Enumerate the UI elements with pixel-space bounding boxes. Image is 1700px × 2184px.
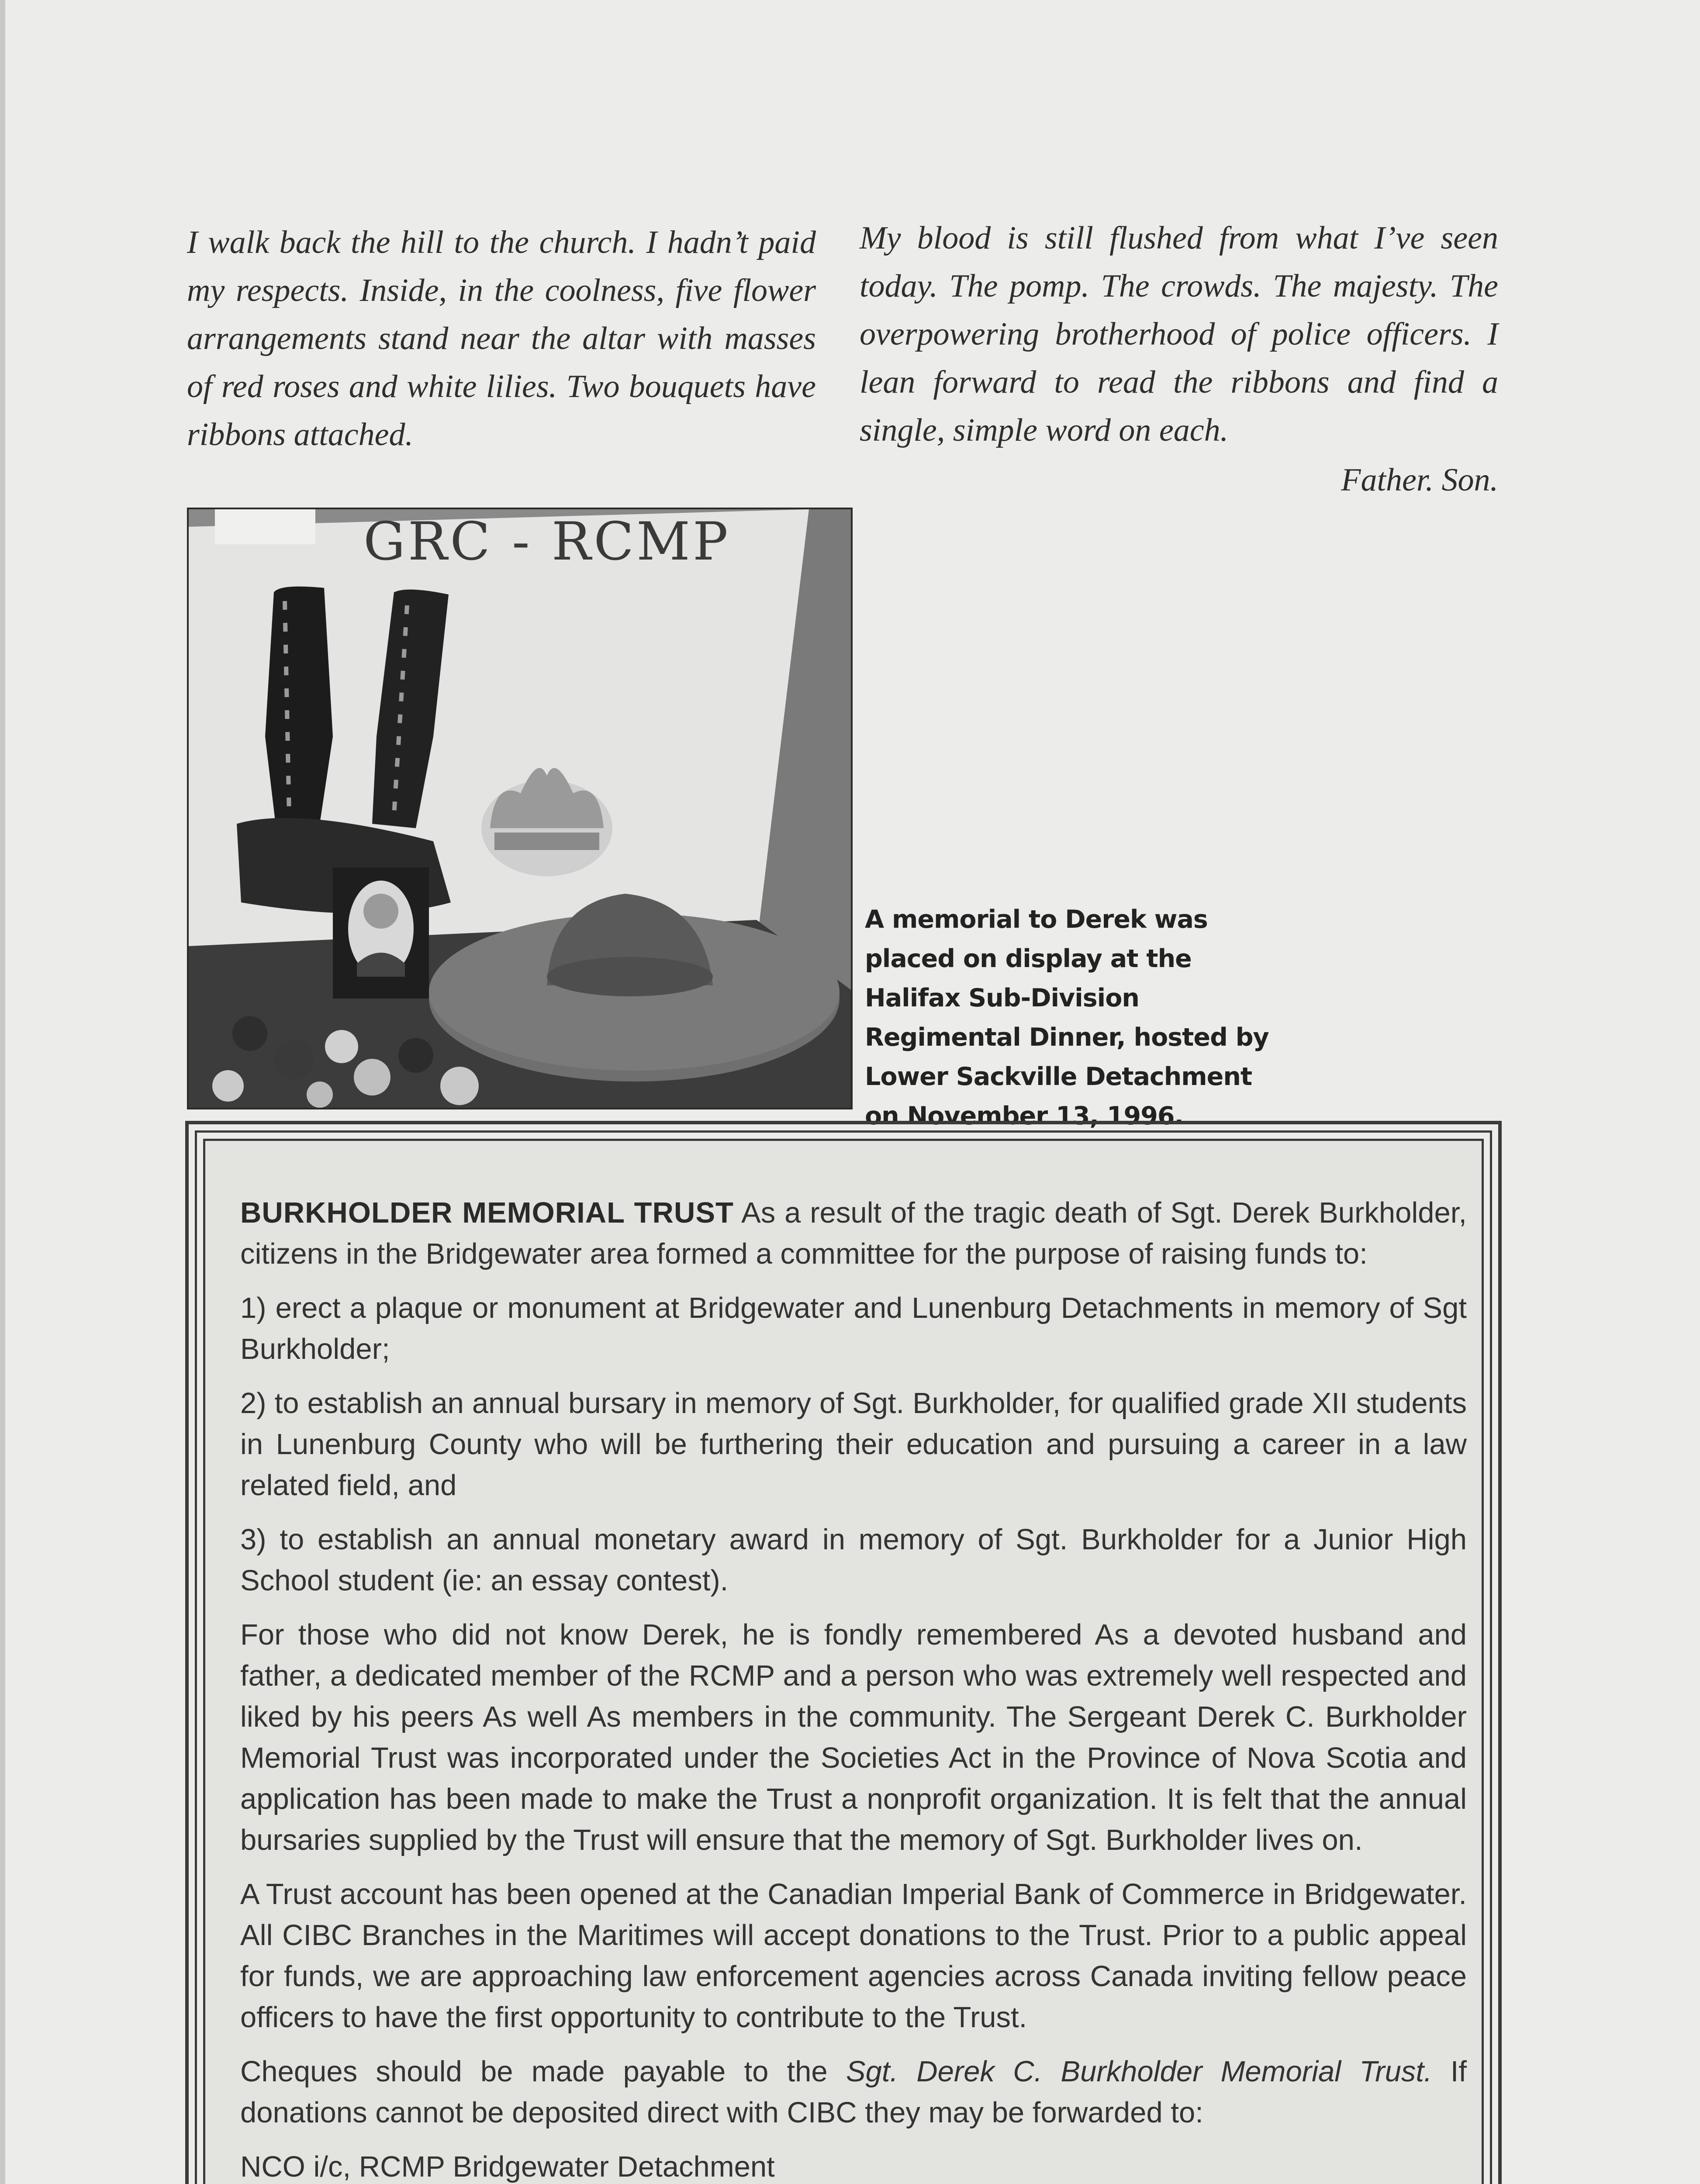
cheques-pre: Cheques should be made payable to the [240, 2055, 828, 2088]
memorial-photo-illustration [189, 509, 851, 1108]
trust-cheques-paragraph [240, 2051, 1467, 2133]
right-column-signoff: Father. Son. [1341, 462, 1498, 498]
memorial-photo [187, 508, 853, 1109]
left-column [187, 218, 816, 459]
trust-box-panel [203, 1139, 1484, 2184]
trust-intro-paragraph [240, 1192, 1467, 1275]
trust-account-paragraph: A Trust account has been opened at the Canadian Imperial Bank of Commerce in Bridgewater. All CIBC Branches in the Maritimes will accept donations to the Trust. Prior to a public appeal for funds, we are approaching law enforcement agencies across Canada inviting fellow peace officers to have the first opportunity to contribute to the Trust. [240, 1878, 1467, 2034]
right-column-text: My blood is still flushed from what I’ve seen today. The pomp. The crowds. The majesty. The overpowering brotherhood of police officers. I lean forward to read the ribbons and find a single, simple word on each. [860, 220, 1498, 448]
right-column [860, 214, 1498, 504]
trust-item-2: 2) to establish an annual bursary in memory of Sgt. Burkholder, for qualified grade XII students in Lunenburg County who will be furthering their education and pursuing a career in a law related field, and [240, 1387, 1467, 1502]
trust-item-1: 1) erect a plaque or monument at Bridgewater and Lunenburg Detachments in memory of Sgt Burkholder; [240, 1292, 1467, 1365]
left-column-text: I walk back the hill to the church. I hadn’t paid my respects. Inside, in the coolness, five flower arrangements stand near the altar with masses of red roses and white lilies. Two bouquets have ribbons attached. [187, 225, 816, 453]
cheques-post: If donations cannot be deposited direct with CIBC they may be forwarded to: [240, 2055, 1467, 2129]
cheques-payee: Sgt. Derek C. Burkholder Memorial Trust. [846, 2055, 1432, 2088]
trust-box [185, 1121, 1502, 2184]
trust-box-content [240, 1192, 1467, 2184]
trust-box-frame [195, 1130, 1492, 2184]
trust-item-3: 3) to establish an annual monetary award in memory of Sgt. Burkholder for a Junior High School student (ie: an essay contest). [240, 1523, 1467, 1597]
trust-intro: As a result of the tragic death of Sgt. Derek Burkholder, citizens in the Bridgewater area formed a committee for the purpose of raising funds to: [240, 1196, 1467, 1270]
binding-edge [0, 0, 5, 2184]
address-line-1: NCO i/c, RCMP Bridgewater Detachment [240, 2150, 775, 2183]
trust-title: BURKHOLDER MEMORIAL TRUST [240, 1196, 734, 1229]
trust-derek-paragraph: For those who did not know Derek, he is fondly remembered As a devoted husband and father, a dedicated member of the RCMP and a person who was extremely well respected and liked by his peers As well As members in the community. The Sergeant Derek C. Burkholder Memorial Trust was incorporated under the Societies Act in the Province of Nova Scotia and application has been made to make the Trust a nonprofit organization. It is felt that the annual bursaries supplied by the Trust will ensure that the memory of Sgt. Burkholder lives on. [240, 1618, 1467, 1856]
sign-text: GRC - RCMP [363, 511, 731, 572]
photo-caption: A memorial to Derek was placed on display at the Halifax Sub-Division Regimental Dinner, hosted by Lower Sackville Detachment on November 13, 1996. [865, 905, 1269, 1130]
left-boot [265, 587, 333, 828]
